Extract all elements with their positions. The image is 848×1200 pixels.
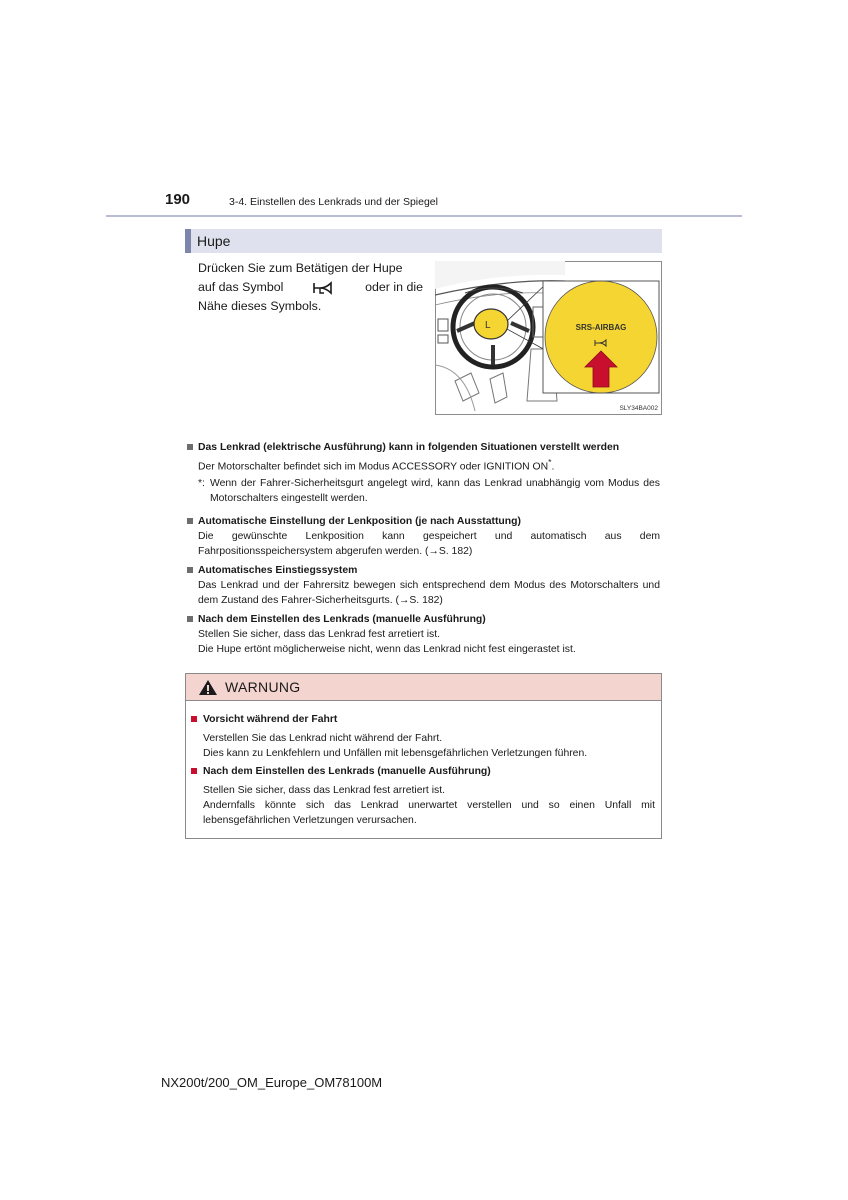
warning-header: [186, 674, 661, 701]
hupe-instructions: [198, 259, 423, 316]
hupe-text-line2a: auf das Symbol: [198, 280, 284, 294]
hupe-text-line1: Drücken Sie zum Betätigen der Hupe: [198, 261, 403, 275]
note-heading: Nach dem Einstellen des Lenkrads (manuelle Ausführung): [186, 612, 660, 627]
note-heading: Automatische Einstellung der Lenkposition (je nach Ausstattung): [186, 514, 660, 529]
footnote-ref: *: [548, 457, 552, 467]
footnote: [186, 476, 660, 506]
warning-item-body: [190, 783, 655, 828]
warning-triangle-icon: [198, 679, 218, 696]
hupe-heading: [185, 229, 662, 253]
note-heading: Das Lenkrad (elektrische Ausführung) kann in folgenden Situationen verstellt werden: [186, 440, 660, 455]
note-body-line: Die Hupe ertönt möglicherweise nicht, wenn das Lenkrad nicht fest eingerastet ist.: [198, 644, 576, 656]
warning-line: Verstellen Sie das Lenkrad nicht während der Fahrt.: [203, 733, 443, 744]
page-number: 190: [165, 191, 191, 208]
heading-accent: [185, 229, 191, 253]
note-body-line: Stellen Sie sicher, dass das Lenkrad fest arretiert ist.: [198, 629, 440, 641]
note-body: Die gewünschte Lenkposition kann gespeichert und automatisch aus dem Fahrpositionsspeichersystem abgerufen werden. (→S. 182): [198, 531, 660, 558]
warning-box: [185, 673, 662, 839]
section-title: 3-4. Einstellen des Lenkrads und der Spiegel: [229, 196, 438, 208]
warning-line: Dies kann zu Lenkfehlern und Unfällen mit lebensgefährlichen Verletzungen führen.: [203, 748, 588, 759]
warning-item-body: [190, 731, 655, 761]
footnote-mark: *:: [198, 478, 205, 490]
warning-line: Stellen Sie sicher, dass das Lenkrad fest arretiert ist.: [203, 785, 445, 796]
horn-icon: [312, 281, 336, 295]
figure-code: SLY34BA002: [619, 405, 658, 412]
note-heading: Automatisches Einstiegssystem: [186, 563, 660, 578]
warning-item-heading: Nach dem Einstellen des Lenkrads (manuelle Ausführung): [190, 764, 655, 779]
airbag-label: SRS-AIRBAG: [575, 323, 627, 332]
footnote-text: Wenn der Fahrer-Sicherheitsgurt angelegt wird, kann das Lenkrad unabhängig vom Modus des Motorschalters eingestellt werden.: [210, 478, 660, 505]
warning-title: WARNUNG: [225, 679, 301, 695]
svg-text:L: L: [485, 320, 491, 331]
hupe-text-line2: [198, 278, 423, 297]
hupe-text-line2b: oder in die: [365, 280, 423, 294]
hupe-title: Hupe: [197, 233, 231, 249]
steering-wheel-figure: [435, 261, 662, 415]
warning-line: Andernfalls könnte sich das Lenkrad unerwartet verstellen und so einen Unfall mit lebensgefährlichen Verletzungen verursachen.: [203, 800, 655, 826]
warning-item-heading: Vorsicht während der Fahrt: [190, 712, 655, 727]
footer-doc-id: NX200t/200_OM_Europe_OM78100M: [161, 1075, 383, 1090]
warning-content: [190, 710, 655, 831]
note-body: Das Lenkrad und der Fahrersitz bewegen sich entsprechend dem Modus des Motorschalters und dem Zustand des Fahrer-Sicherheitsgurts. (→S. 182): [198, 580, 660, 607]
note-body: Der Motorschalter befindet sich im Modus ACCESSORY oder IGNITION ON*.: [198, 457, 555, 473]
hupe-text-line3: Nähe dieses Symbols.: [198, 299, 322, 313]
header-rule: [106, 215, 742, 217]
note-body-text: Der Motorschalter befindet sich im Modus ACCESSORY oder IGNITION ON: [198, 461, 549, 473]
notes-section: [186, 436, 660, 657]
